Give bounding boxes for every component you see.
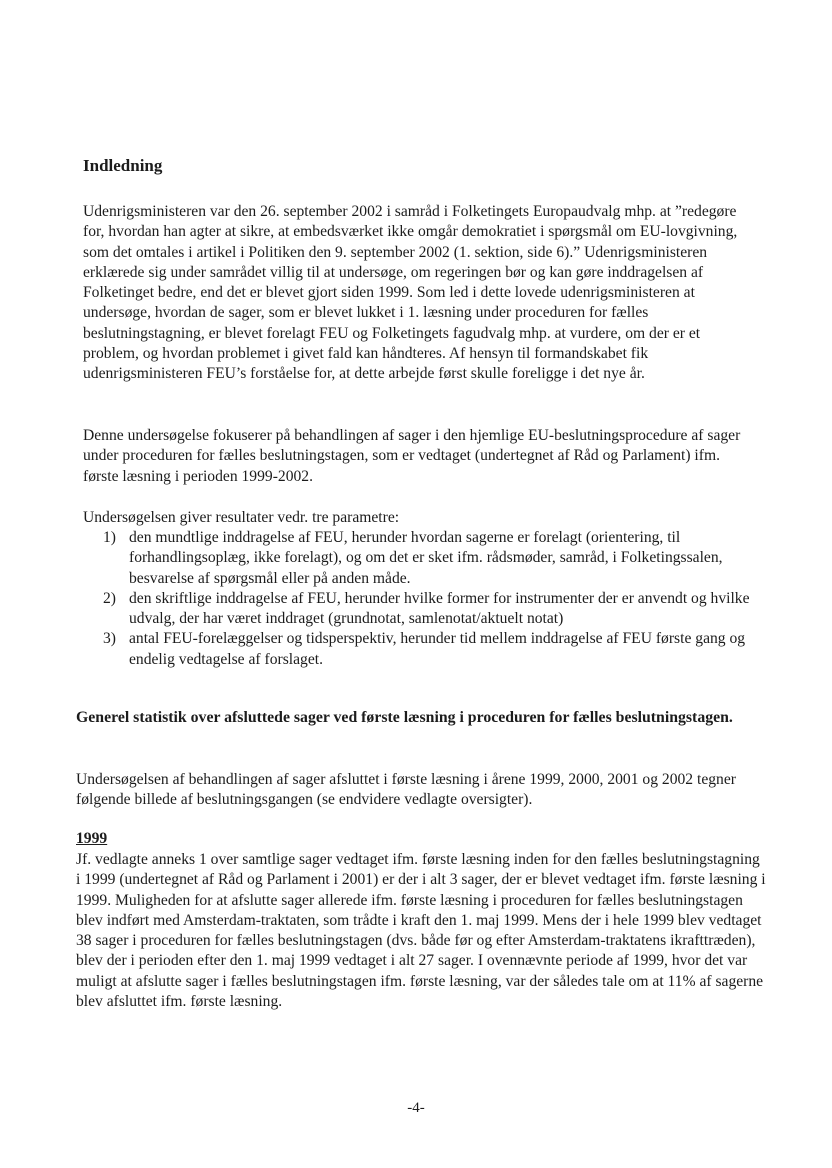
list-item (83, 629, 755, 670)
list-item (83, 528, 755, 589)
list-text: den skriftlige inddragelse af FEU, herunder hvilke former for instrumenter der er anvendt og hvilke udvalg, der har været inddraget (grundnotat, samlenotat/aktuelt notat) (129, 589, 750, 628)
params-intro: Undersøgelsen giver resultater vedr. tre parametre: (83, 509, 400, 526)
list-number: 2) (103, 589, 116, 607)
section-title-statistics: Generel statistik over afsluttede sager ved første læsning i proceduren for fælles beslutningstagen. (76, 709, 733, 726)
list-text: antal FEU-forelæggelser og tidsperspektiv, herunder tid mellem inddragelse af FEU første gang og endelig vedtagelse af forslaget. (129, 630, 746, 668)
list-number: 1) (103, 529, 116, 546)
statistics-paragraph: Undersøgelsen af behandlingen af sager afsluttet i første læsning i årene 1999, 2000, 2001 og 2002 tegner følgende billede af beslutningsgangen (se endvidere vedlagte oversigter). (76, 771, 736, 809)
page-number: -4- (407, 1100, 425, 1116)
year-heading: 1999 (76, 830, 108, 847)
list-number: 3) (103, 630, 116, 648)
year-paragraph: Jf. vedlagte anneks 1 over samtlige sager vedtaget ifm. første læsning inden for den fælles beslutningstagning i 1999 (undertegnet af Råd og Parlament i 2001) er der i alt 3 sager, der er blevet vedtaget ifm. første læsning i 1999. Muligheden for at afslutte sager allerede ifm. første læsning i proceduren for fælles beslutningstagen blev indført med Amsterdam-traktaten, som trådte i kraft den 1. maj 1999. Mens der i hele 1999 blev vedtaget 38 sager i proceduren for fælles beslutningstagen (dvs. både før og efter Amsterdam-traktatens ikrafttræden), blev der i perioden efter den 1. maj 1999 vedtaget i alt 27 sager. I ovennævnte periode af 1999, hvor det var muligt at afslutte sager i fælles beslutningstagen ifm. første læsning, var der således tale om at 11% af sagerne blev afsluttet ifm. første læsning. (76, 851, 766, 1011)
list-item (83, 589, 755, 630)
list-text: den mundtlige inddragelse af FEU, herunder hvordan sagerne er forelagt (orientering, til forhandlingsoplæg, ikke forelagt), og om det er sket ifm. rådsmøder, samråd, i Folketingssalen, besvarelse af spørgsmål eller på anden måde. (129, 529, 723, 587)
section-title-indledning: Indledning (83, 156, 163, 175)
params-list (83, 528, 755, 670)
intro-paragraph: Udenrigsministeren var den 26. september 2002 i samråd i Folketingets Europaudvalg mhp. at ”redegøre for, hvordan han agter at sikre, at embedsværket ikke omgår demokratiet i spørgsmål om EU-lovgivning, som det omtales i artikel i Politiken den 9. september 2002 (1. sektion, side 6).” Udenrigsministeren erklærede sig under samrådet villig til at undersøge, om regeringen bør og kan gøre inddragelsen af Folketinget bedre, end det er blevet gjort siden 1999. Som led i dette lovede udenrigsministeren at undersøge, hvordan de sager, som er blevet lukket i 1. læsning under proceduren for fælles beslutningstagning, er blevet forelagt FEU og Folketingets fagudvalg mhp. at vurdere, om der er et problem, og hvordan problemet i givet fald kan håndteres. Af hensyn til formandskabet fik udenrigsministeren FEU’s forståelse for, at dette arbejde først skulle foreligge i det nye år. (83, 203, 738, 383)
focus-paragraph: Denne undersøgelse fokuserer på behandlingen af sager i den hjemlige EU-beslutningsprocedure af sager under proceduren for fælles beslutningstagen, som er vedtaget (undertegnet af Råd og Parlament) ifm. første læsning i perioden 1999-2002. (83, 427, 741, 485)
